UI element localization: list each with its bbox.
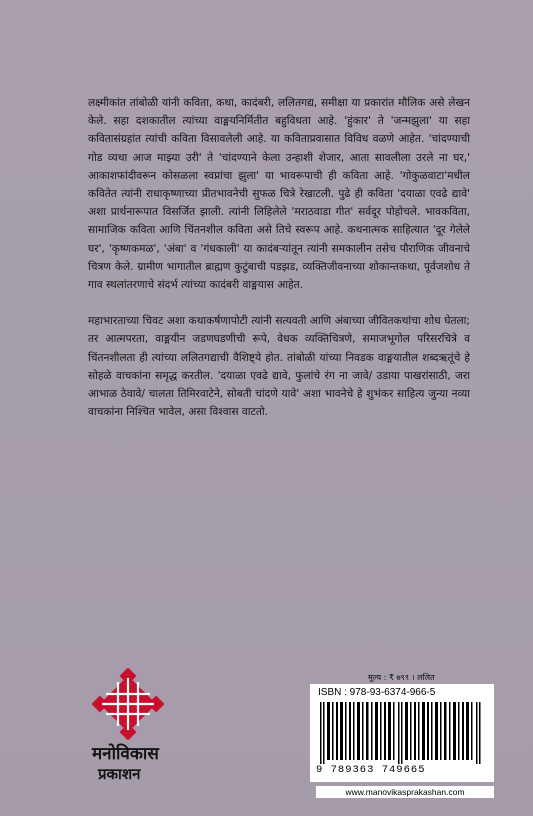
publisher-brand bbox=[92, 744, 202, 784]
blurb-paragraph: महाभारताच्या चिवट अशा कथाकर्षणापोटी त्यांनी सत्यवती आणि अंबाच्या जीवितकथांचा शोध घेतला; तर आत्मपरता, वाङ्मयीन जडणघडणीची रूपे, वेधक व्यक्तिचित्रणे, समाजभूगोल परिसरचित्रे व चिंतनशीलता ही त्यांच्या ललितगद्याची वैशिष्ट्ये होत. तांबोळी यांच्या निवडक वाङ्मयातील शब्दऋतूंचे हे सोहळे वाचकांना समृद्ध करतील. 'दयाळा एवढे द्यावे, फुलांचे रंग ना जावे/ उडाया पाखरांसाठी, जरा आभाळ ठेवावे/ चालता तिमिरवाटेने, सोबती चांदणे यावे' अशा भावनेचे हे शुभंकर साहित्य जुन्या नव्या वाचकांना निश्चित भावेल, असा विश्वास वाटतो. bbox=[88, 315, 470, 419]
barcode-icon bbox=[318, 702, 486, 764]
blurb-paragraph: लक्ष्मीकांत तांबोळी यांनी कविता, कथा, कादंबरी, ललितगद्य, समीक्षा या प्रकारांत मौलिक असे लेखन केले. सहा दशकातील त्यांच्या वाङ्मयनिर्मितीत बहुविधता आहे. 'हुंकार' ते 'जन्मझुला' या सहा कवितासंग्रहांत त्यांची कविता विसावलेली आहे. या कविताप्रवासात विविध वळणे आहेत. 'चांदण्याची गोड व्यथा आज माझ्या उरी' ते 'चांदण्याने केला उन्हाशी शेजार, आता सावलीला उरले ना घर,' आकाशफांदीवरून कोसळला स्वप्नांचा झुला' या भावरूपाची ही कविता आहे. 'गोकुळवाटा'मधील कवितेत त्यांनी राधाकृष्णाच्या प्रीतभावनेची सुफळ चित्रे रेखाटली. पुढे ही कविता 'दयाळा एवढे द्यावे' अशा प्रार्थनारूपात विसर्जित झाली. त्यांनी लिहिलेले 'मराठवाडा गीत' सर्वदूर पोहोचले. भावकविता, सामाजिक कविता आणि चिंतनशील कविता असे तिचे स्वरूप आहे. कथनात्मक साहित्यात 'दूर गेलेले घर', 'कृष्णकमळ', 'अंबा' व 'गंधकाली' या कादंबऱ्यांतून त्यांनी समकालीन तसेच पौराणिक जीवनाचे चित्रण केले. ग्रामीण भागातील ब्राह्मण कुटुंबाची पडझड, व्यक्तिजीवनाच्या शोकान्तकथा, पूर्वजशोध ते गाव स्थलांतरणाचे संदर्भ त्यांच्या कादंबरी वाङ्मयास आहेत. bbox=[88, 97, 470, 292]
publisher-name: मनोविकास bbox=[92, 744, 159, 764]
isbn-label: ISBN : 978-93-6374-966-5 bbox=[318, 687, 436, 698]
blurb-text bbox=[88, 94, 470, 421]
cross-grid-logo-icon bbox=[92, 668, 164, 740]
barcode-digits: 9 789363 749665 bbox=[316, 764, 426, 776]
barcode-panel bbox=[310, 684, 494, 782]
publisher-subtitle: प्रकाशन bbox=[98, 765, 141, 783]
publisher-website: www.manovikasprakashan.com bbox=[316, 786, 494, 798]
price-line: मूल्य : ₹ ७९९ । ललित bbox=[368, 673, 435, 682]
